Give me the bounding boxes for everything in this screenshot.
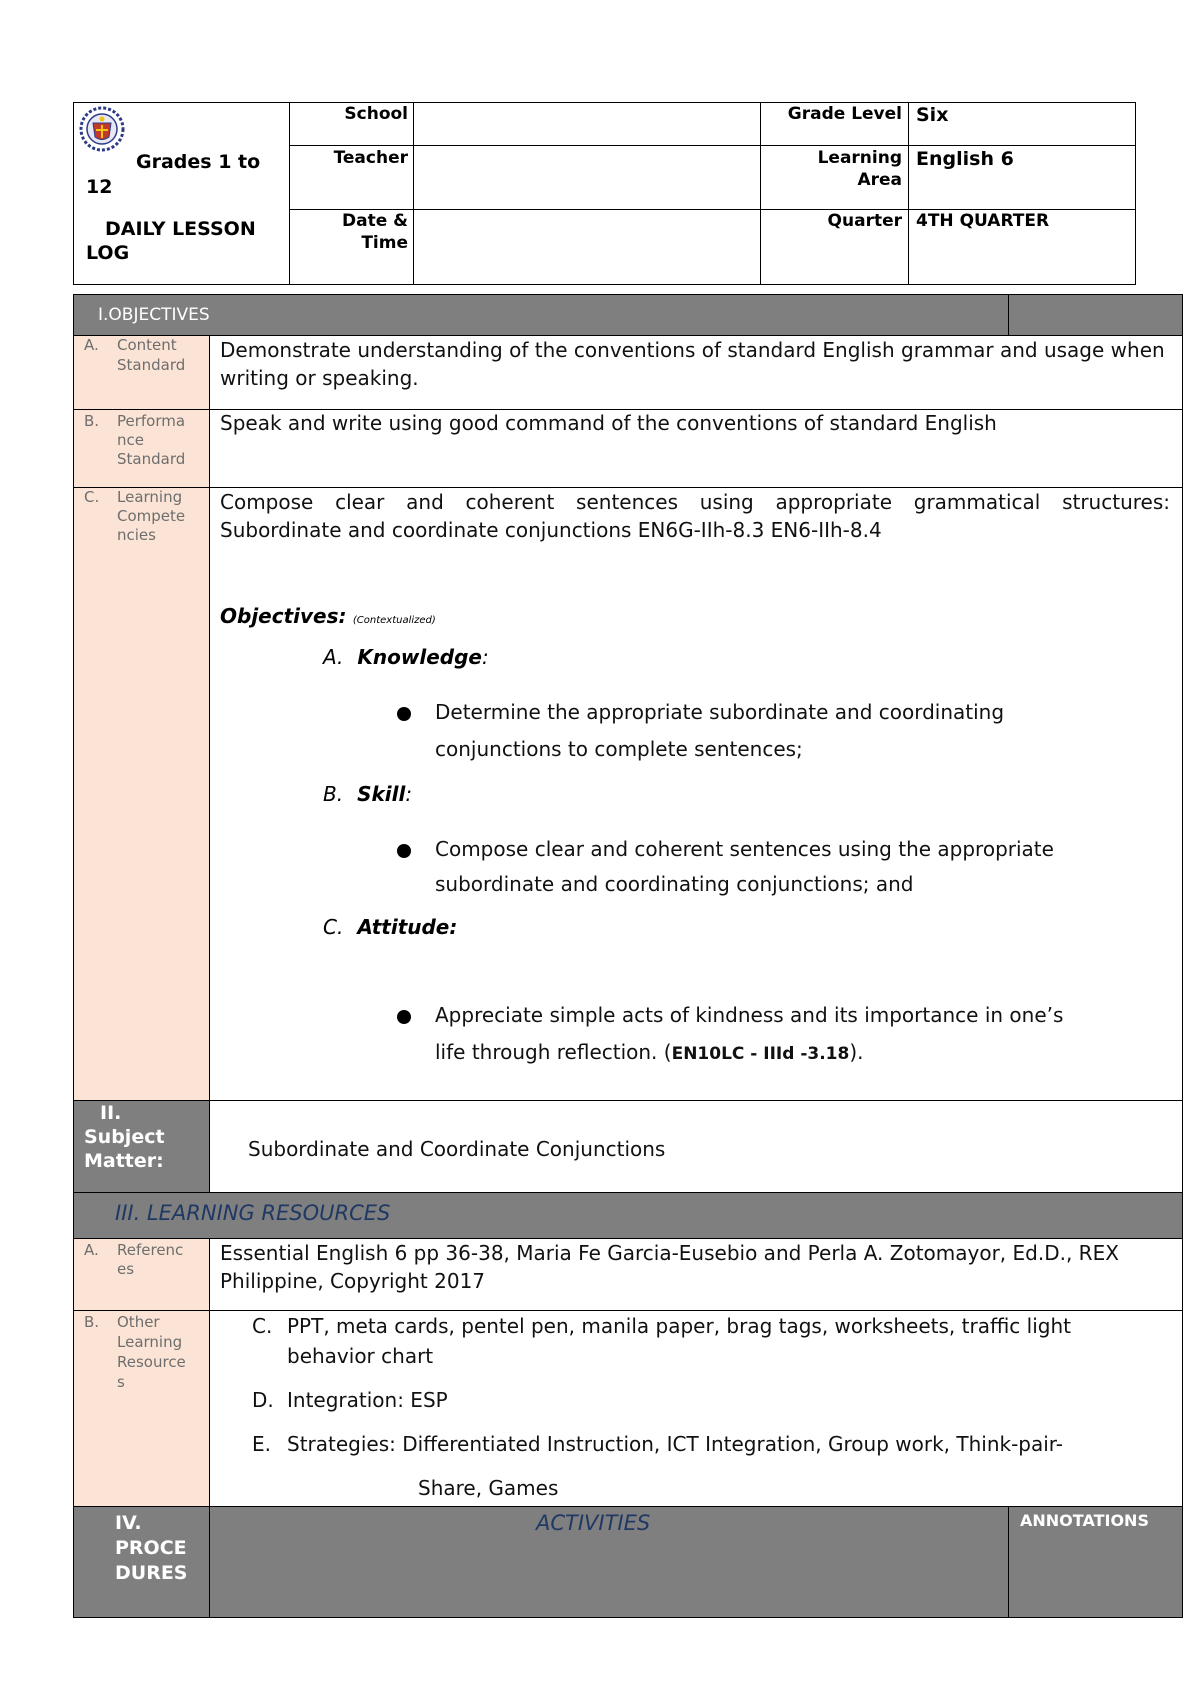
attitude-item-line-1: Appreciate simple acts of kindness and its importance in one’s xyxy=(435,1003,1064,1027)
brand-line-4: LOG xyxy=(86,242,130,264)
learning-area-value: English 6 xyxy=(916,148,1014,170)
learning-area-label-1: Learning xyxy=(817,148,902,168)
other-resource-item-e-letter: E. xyxy=(252,1432,271,1456)
knowledge-item-line-1: Determine the appropriate subordinate and coordinating xyxy=(435,700,1005,724)
teacher-field[interactable] xyxy=(416,147,756,207)
brand-line-3: DAILY LESSON xyxy=(105,218,256,240)
school-field[interactable] xyxy=(416,103,756,143)
other-resource-item-c-line-1: PPT, meta cards, pentel pen, manila paper, brag tags, worksheets, traffic light xyxy=(287,1314,1071,1338)
learning-competencies-text: Compose clear and coherent sentences using appropriate grammatical structures: Subordinate and coordinate conjunctions EN6G-IIh-8.3 EN6-IIh-8.4 xyxy=(220,490,1170,542)
skill-bullet xyxy=(397,844,411,858)
objectives-heading: I.OBJECTIVES xyxy=(98,305,210,325)
performance-standard-text: Speak and write using good command of the conventions of standard English xyxy=(220,411,997,435)
skill-heading: B. Skill: xyxy=(323,782,413,806)
skill-item-line-2: subordinate and coordinating conjunctions; and xyxy=(435,872,914,896)
activities-heading: ACTIVITIES xyxy=(536,1511,651,1535)
skill-item-line-1: Compose clear and coherent sentences using the appropriate xyxy=(435,837,1054,861)
attitude-bullet xyxy=(397,1010,411,1024)
subject-matter-label-3: Matter: xyxy=(84,1150,164,1172)
brand-line-1: Grades 1 to xyxy=(136,151,261,173)
other-resource-item-c-line-2: behavior chart xyxy=(287,1344,434,1368)
datetime-label-2: Time xyxy=(361,233,408,253)
grade-level-value: Six xyxy=(916,104,949,126)
attitude-heading: C. Attitude: xyxy=(323,915,458,939)
learning-competencies-label: C. Learning Compete ncies xyxy=(84,488,186,544)
knowledge-item-line-2: conjunctions to complete sentences; xyxy=(435,737,803,761)
other-resource-item-d-line-1: Integration: ESP xyxy=(287,1388,448,1412)
references-label: A. Referenc es xyxy=(84,1241,184,1278)
deped-seal-icon xyxy=(79,106,125,152)
lesson-table xyxy=(73,294,1183,1618)
knowledge-heading: A. Knowledge: xyxy=(323,645,489,669)
attitude-item-line-2: life through reflection. (EN10LC - IIId -3.18). xyxy=(435,1040,864,1064)
quarter-value: 4TH QUARTER xyxy=(916,211,1050,231)
other-resource-item-e-line-2: Share, Games xyxy=(418,1476,559,1500)
datetime-field[interactable] xyxy=(416,211,756,281)
subject-matter-text: Subordinate and Coordinate Conjunctions xyxy=(248,1137,666,1161)
content-standard-text: Demonstrate understanding of the conventions of standard English grammar and usage when writing or speaking. xyxy=(220,338,1165,390)
learning-resources-heading: III. LEARNING RESOURCES xyxy=(115,1201,391,1225)
annotations-heading: ANNOTATIONS xyxy=(1020,1511,1149,1530)
school-label: School xyxy=(344,104,408,124)
content-standard-label: A. Content Standard xyxy=(84,336,186,374)
knowledge-bullet xyxy=(397,707,411,721)
brand-line-2: 12 xyxy=(86,176,113,198)
references-text: Essential English 6 pp 36-38, Maria Fe Garcia-Eusebio and Perla A. Zotomayor, Ed.D., REX Philippine, Copyright 2017 xyxy=(220,1241,1119,1293)
other-resource-item-c-letter: C. xyxy=(252,1314,273,1338)
quarter-label: Quarter xyxy=(827,211,902,231)
subject-matter-label-2: Subject xyxy=(84,1126,165,1148)
teacher-label: Teacher xyxy=(333,148,408,168)
procedures-label-3: DURES xyxy=(115,1562,188,1584)
header-table xyxy=(73,102,1136,285)
grade-level-label: Grade Level xyxy=(787,104,902,124)
performance-standard-label: B. Performa nce Standard xyxy=(84,412,186,468)
other-resource-item-e-line-1: Strategies: Differentiated Instruction, ICT Integration, Group work, Think-pair- xyxy=(287,1432,1063,1456)
objectives-subtitle: Objectives: (Contextualized) xyxy=(220,604,436,628)
other-resource-item-d-letter: D. xyxy=(252,1388,274,1412)
datetime-label-1: Date & xyxy=(342,211,408,231)
procedures-label-2: PROCE xyxy=(115,1537,187,1559)
other-resources-label: B. Other Learning Resource s xyxy=(84,1313,186,1391)
learning-area-label-2: Area xyxy=(857,170,902,190)
objectives-header-row xyxy=(74,295,1182,335)
procedures-label-1: IV. xyxy=(115,1512,142,1534)
subject-matter-label-1: II. xyxy=(100,1102,122,1124)
